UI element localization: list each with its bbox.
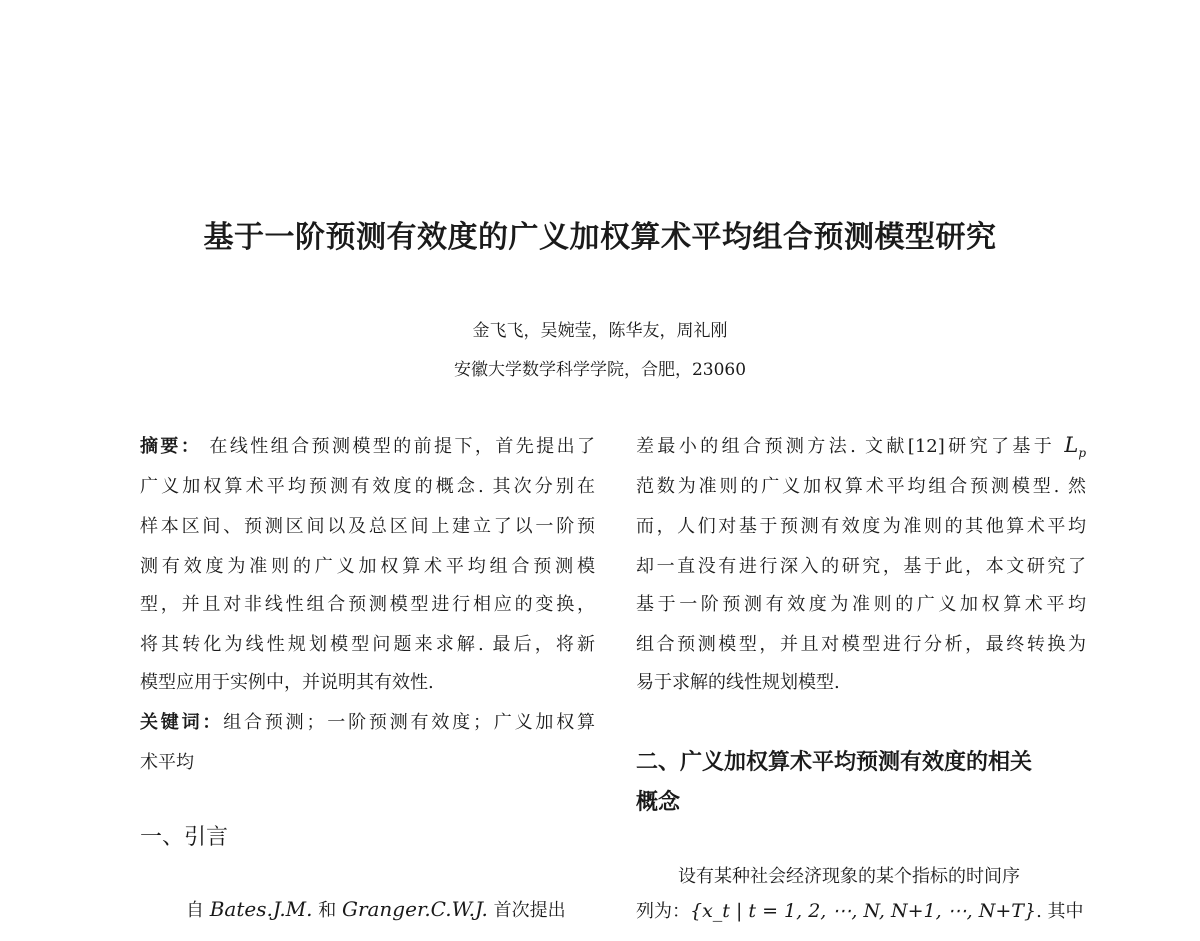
- math-subscript: p: [1078, 446, 1086, 461]
- abstract-line: 广义加权算术平均预测有效度的概念. 其次分别在: [140, 476, 595, 497]
- abstract-text: 在线性组合预测模型的前提下，首先提出了: [209, 436, 596, 457]
- keywords-line: [140, 711, 595, 735]
- author-citation: Bates.J.M.: [209, 897, 313, 921]
- section-heading-intro: 一、引言: [140, 825, 229, 850]
- math-set: {x_t | t = 1, 2, ⋯, N, N+1, ⋯, N+T}: [690, 900, 1037, 922]
- body-line: [636, 433, 1086, 461]
- abstract-line: 样本区间、预测区间以及总区间上建立了以一阶预: [140, 516, 595, 537]
- section-heading-2-cont: 概念: [636, 790, 681, 815]
- abstract-line: 将其转化为线性规划模型问题来求解. 最后，将新: [140, 634, 595, 655]
- text: 自: [186, 900, 210, 921]
- affiliation: 安徽大学数学科学学院，合肥，23060: [453, 360, 747, 380]
- math-symbol: [1064, 433, 1086, 461]
- math-L: L: [1064, 433, 1079, 457]
- text: 差最小的组合预测方法. 文献[12]研究了基于: [636, 436, 1065, 457]
- abstract-line: 模型应用于实例中，并说明其有效性.: [140, 672, 434, 693]
- body-line: 组合预测模型，并且对模型进行分析，最终转换为: [636, 634, 1086, 655]
- section-heading-2: 二、广义加权算术平均预测有效度的相关: [636, 750, 1033, 775]
- text: 列为：: [636, 901, 690, 922]
- body-line: 而，人们对基于预测有效度为准则的其他算术平均: [636, 516, 1086, 537]
- body-line: 易于求解的线性规划模型.: [636, 672, 840, 693]
- intro-line: [186, 896, 566, 922]
- section2-para-line: 设有某种社会经济现象的某个指标的时间序: [678, 866, 1020, 887]
- authors: 金飞飞，吴婉莹，陈华友，周礼刚: [472, 321, 728, 341]
- text: 首次提出: [487, 900, 566, 921]
- abstract-label: 摘要：: [140, 436, 202, 457]
- abstract-line: [140, 435, 595, 459]
- body-line: 却一直没有进行深入的研究，基于此，本文研究了: [636, 556, 1086, 577]
- abstract-line: 型，并且对非线性组合预测模型进行相应的变换，: [140, 594, 595, 615]
- body-line: 范数为准则的广义加权算术平均组合预测模型. 然: [636, 476, 1086, 497]
- keywords-text: 组合预测；一阶预测有效度；广义加权算: [223, 712, 596, 733]
- paper-title: 基于一阶预测有效度的广义加权算术平均组合预测模型研究: [203, 220, 997, 255]
- text: . 其中: [1036, 901, 1084, 922]
- author-citation: Granger.C.W.J.: [341, 897, 488, 921]
- keywords-line: 术平均: [140, 752, 194, 773]
- abstract-line: 测有效度为准则的广义加权算术平均组合预测模: [140, 556, 595, 577]
- section2-para-line: [636, 897, 1084, 923]
- body-line: 基于一阶预测有效度为准则的广义加权算术平均: [636, 594, 1086, 615]
- keywords-label: 关键词：: [140, 712, 224, 733]
- text: 和: [312, 900, 342, 921]
